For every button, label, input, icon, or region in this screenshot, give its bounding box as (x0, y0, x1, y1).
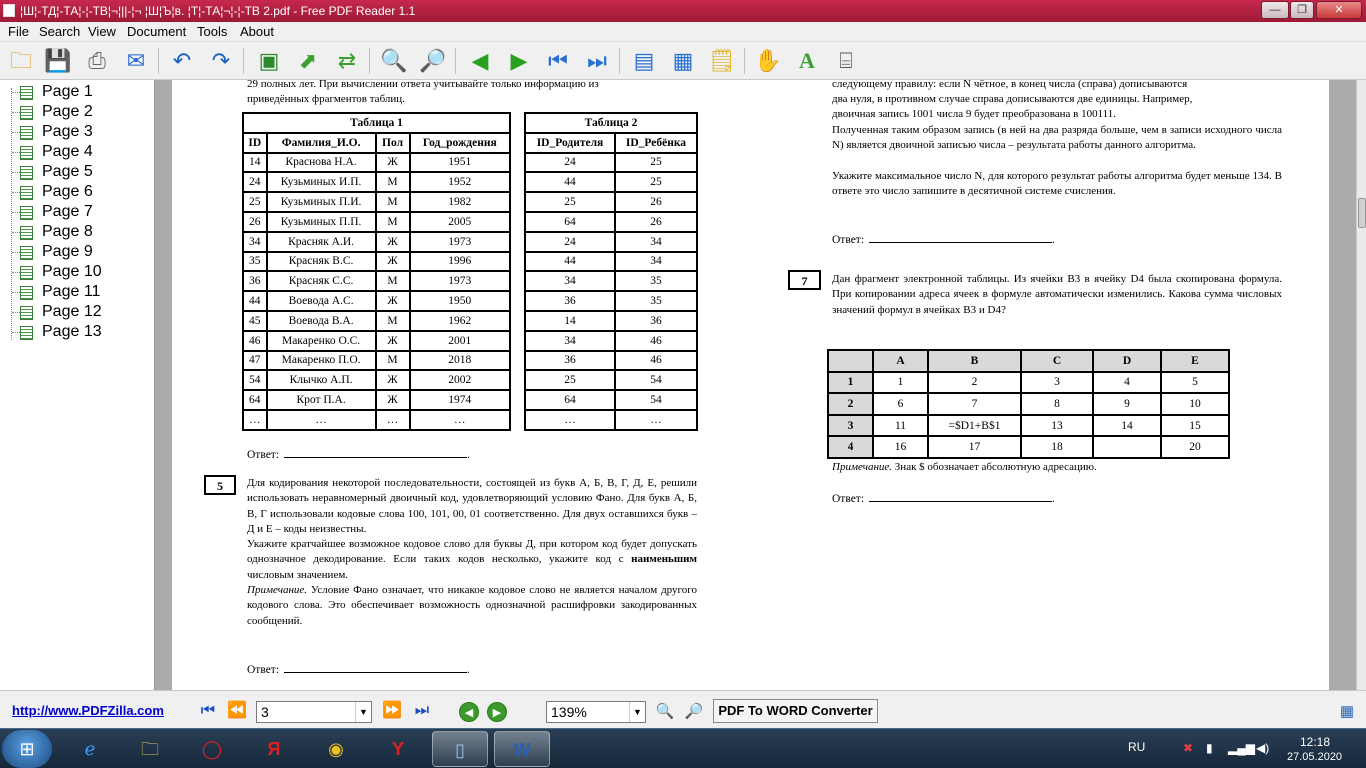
battery-icon[interactable]: ▮ (1206, 741, 1213, 755)
table-row (243, 410, 510, 430)
page-icon (20, 166, 33, 180)
table-cell: Кузьминых П.И. (267, 192, 376, 212)
refresh-icon[interactable]: ⇄ (337, 48, 357, 73)
table-row (525, 252, 697, 272)
title-bar (0, 0, 1366, 22)
table-cell: … (267, 410, 376, 430)
sheet-cell: 16 (873, 436, 928, 458)
page-icon (20, 246, 33, 260)
redo-icon[interactable]: ↷ (211, 48, 231, 73)
sidebar-item-label: Page 6 (42, 183, 93, 200)
table-row (525, 232, 697, 252)
sheet-row (828, 415, 1229, 437)
sheet-cell: 17 (928, 436, 1021, 458)
table-cell: Макаренко П.О. (267, 351, 376, 371)
table-cell: Ж (376, 390, 410, 410)
answer-field[interactable] (284, 448, 467, 458)
sidebar-item-label: Page 7 (42, 203, 93, 220)
page-icon (20, 126, 33, 140)
table-cell: 64 (525, 212, 615, 232)
table-row (243, 192, 510, 212)
table-row (525, 351, 697, 371)
table-cell: Ж (376, 153, 410, 173)
status-bar (0, 690, 1366, 728)
network-icon[interactable]: ✖ (1183, 741, 1194, 755)
sheet-row (828, 372, 1229, 394)
table-cell: 44 (525, 172, 615, 192)
table-cell: Красняк А.И. (267, 232, 376, 252)
table-row (525, 271, 697, 291)
table-cell: 36 (525, 351, 615, 371)
table-cell: 2001 (410, 331, 510, 351)
menu-about[interactable]: About (240, 24, 274, 39)
table-row (243, 252, 510, 272)
column-header: Фамилия_И.О. (267, 133, 376, 153)
table-cell: Воевода А.С. (267, 291, 376, 311)
table-cell: 54 (615, 390, 697, 410)
last-page-button[interactable]: ⏭ (414, 702, 430, 719)
task-5-note: Примечание. Условие Фано означает, что никакое кодовое слово не является началом другого кодового слова. Это обеспечивает возможность однозначной расшифровки закодированных сообщений. (247, 584, 697, 627)
table-cell: 34 (525, 331, 615, 351)
sidebar-item-page-10[interactable] (12, 262, 152, 282)
table-cell: 2018 (410, 351, 510, 371)
table-row (525, 172, 697, 192)
doc-right-line-3: двоичная запись 1001 числа 9 будет преобразована в 100111. (832, 108, 1117, 120)
forward-icon[interactable]: ▶ (487, 702, 507, 722)
table-cell: 44 (525, 252, 615, 272)
doc-right-paragraph-2: Полученная таким образом запись (в ней на два разряда больше, чем в записи исходного числа N) является двоичной записью числа – результата работы данного алгоритма. (832, 124, 1282, 152)
save-icon[interactable]: 💾 (44, 48, 72, 73)
table-cell: 25 (525, 370, 615, 390)
table-cell: Кузьминых И.П. (267, 172, 376, 192)
task-5-text (247, 476, 697, 629)
spreadsheet-fragment (827, 349, 1230, 459)
zoom-in-icon[interactable]: 🔎 (684, 703, 704, 720)
table-cell: 24 (525, 232, 615, 252)
table-cell: 36 (615, 311, 697, 331)
sheet-column-header (828, 350, 873, 372)
sidebar-item-page-5[interactable] (12, 162, 152, 182)
app-icon (3, 4, 15, 17)
sidebar-item-label: Page 13 (42, 323, 102, 340)
table-cell: 14 (525, 311, 615, 331)
table-row (525, 311, 697, 331)
explorer-icon[interactable]: 🗀 (141, 739, 159, 759)
pdfzilla-link[interactable]: http://www.PDFZilla.com (12, 703, 164, 718)
sidebar-item-page-11[interactable] (12, 282, 152, 302)
table-2-title: Таблица 2 (525, 113, 697, 133)
table-cell: Крот П.А. (267, 390, 376, 410)
sheet-row-header: 4 (828, 436, 873, 458)
table-1 (242, 112, 511, 431)
sheet-cell: 20 (1161, 436, 1229, 458)
table-cell: 1973 (410, 271, 510, 291)
sheet-row-header: 2 (828, 393, 873, 415)
zoom-out-icon[interactable]: 🔍 (380, 48, 408, 73)
email-icon[interactable]: ✉ (126, 48, 146, 73)
table-cell: 24 (525, 153, 615, 173)
table-row (243, 153, 510, 173)
page-icon (20, 306, 33, 320)
sidebar-item-page-1[interactable] (12, 82, 152, 102)
back-icon[interactable]: ◀ (459, 702, 479, 722)
table-cell: 54 (615, 370, 697, 390)
page-number-combo[interactable]: 3 ▼ (256, 701, 372, 723)
table-cell: 1951 (410, 153, 510, 173)
sheet-column-header: A (873, 350, 928, 372)
chevron-down-icon[interactable]: ▼ (629, 702, 645, 722)
sheet-cell: 3 (1021, 372, 1093, 394)
table-cell: 1973 (410, 232, 510, 252)
sheet-cell: 7 (928, 393, 1021, 415)
task-5-number: 5 (204, 475, 236, 495)
sidebar-item-page-12[interactable] (12, 302, 152, 322)
table-cell: М (376, 212, 410, 232)
table-row (243, 172, 510, 192)
answer-field[interactable] (284, 663, 467, 673)
table-cell: 34 (243, 232, 267, 252)
table-row (243, 291, 510, 311)
sheet-column-header: E (1161, 350, 1229, 372)
table-cell: М (376, 311, 410, 331)
column-header: Год_рождения (410, 133, 510, 153)
start-button[interactable]: ⊞ (2, 730, 52, 768)
vertical-scrollbar[interactable] (1356, 80, 1366, 690)
task-5-paragraph-2: Укажите кратчайшее возможное кодовое слово для буквы Д, при котором код будет допускать однозначное декодирование. Если таких кодов несколько, укажите код с наименьшим числовым значением. (247, 538, 697, 581)
page-thumbnails-sidebar (0, 80, 155, 690)
table-cell: Клычко А.П. (267, 370, 376, 390)
sidebar-item-page-6[interactable] (12, 182, 152, 202)
table-cell: 35 (615, 291, 697, 311)
sidebar-item-label: Page 1 (42, 83, 93, 100)
document-viewport[interactable] (156, 80, 1356, 690)
task-5-paragraph-1: Для кодирования некоторой последовательности, состоящей из букв А, Б, В, Г, Д, Е, решили использовать неравномерный двоичный код, удовлетворяющий условию Фано. Для букв А, Б, В, Г использовали кодовые слова 100, 101, 00, 01 соответственно. Для двух оставшихся букв – Д и Е – коды неизвестны. (247, 477, 697, 535)
sidebar-item-label: Page 9 (42, 243, 93, 260)
sidebar-item-page-3[interactable] (12, 122, 152, 142)
task-7-number: 7 (788, 270, 821, 290)
scrollbar-thumb[interactable] (1358, 198, 1366, 228)
sheet-cell: =$D1+B$1 (928, 415, 1021, 437)
doc-text-top-1: 29 полных лет. При вычислении ответа учитывайте только информацию из (247, 80, 599, 90)
table-cell: Кузьминых П.П. (267, 212, 376, 232)
column-header: ID (243, 133, 267, 153)
table-cell: М (376, 192, 410, 212)
back-icon[interactable]: ◀ (471, 48, 489, 73)
table-cell: … (243, 410, 267, 430)
zoom-in-icon[interactable]: 🔎 (419, 48, 447, 73)
table-cell: 1974 (410, 390, 510, 410)
task-7-note: Примечание. Знак $ обозначает абсолютную адресацию. (832, 461, 1097, 473)
table-cell: Ж (376, 232, 410, 252)
sidebar-item-label: Page 11 (42, 283, 101, 300)
pdf-reader-task-icon[interactable]: ▯ (432, 731, 488, 767)
menu-bar (0, 22, 1366, 42)
page-icon (20, 266, 33, 280)
undo-icon[interactable]: ↶ (172, 48, 192, 73)
menu-search[interactable]: Search (39, 24, 81, 39)
table-row (243, 351, 510, 371)
table-row (525, 153, 697, 173)
opera-icon[interactable]: ◯ (201, 739, 223, 759)
signal-icon[interactable]: ▂▄▆ (1228, 741, 1255, 755)
menu-tools[interactable]: Tools (197, 24, 228, 39)
table-row (243, 311, 510, 331)
sidebar-item-label: Page 12 (42, 303, 102, 320)
table-cell: 35 (243, 252, 267, 272)
table-cell: 1996 (410, 252, 510, 272)
clock-date[interactable]: 27.05.2020 (1287, 751, 1343, 763)
table-cell: 25 (615, 153, 697, 173)
table-row (525, 331, 697, 351)
page-icon (20, 206, 33, 220)
first-page-icon[interactable]: ⏮ (548, 48, 568, 73)
table-cell: … (376, 410, 410, 430)
first-page-button[interactable]: ⏮ (200, 702, 216, 719)
table-cell: М (376, 351, 410, 371)
table-cell: Ж (376, 291, 410, 311)
clock-time[interactable]: 12:18 (1300, 735, 1331, 749)
table-cell: Ж (376, 252, 410, 272)
sheet-column-header: C (1021, 350, 1093, 372)
table-cell: 34 (615, 252, 697, 272)
answer-field[interactable] (869, 233, 1052, 243)
answer-line-6: Ответ: . (832, 234, 1055, 246)
table-cell: Красняк В.С. (267, 252, 376, 272)
menu-document[interactable]: Document (127, 24, 187, 39)
column-header: ID_Ребёнка (615, 133, 697, 153)
word-icon[interactable]: W (494, 731, 550, 767)
rotate-icon[interactable]: ⬈ (298, 48, 318, 73)
table-cell: 34 (525, 271, 615, 291)
maximize-button[interactable]: ❐ (1290, 1, 1314, 19)
sidebar-item-label: Page 5 (42, 163, 93, 180)
table-row (525, 370, 697, 390)
chrome-icon[interactable]: ◉ (328, 739, 344, 759)
table-cell: 36 (525, 291, 615, 311)
table-cell: М (376, 271, 410, 291)
sheet-cell: 13 (1021, 415, 1093, 437)
table-cell: 64 (243, 390, 267, 410)
sheet-row-header: 1 (828, 372, 873, 394)
table-cell: 54 (243, 370, 267, 390)
table-cell: 26 (243, 212, 267, 232)
table-cell: 46 (243, 331, 267, 351)
table-cell: 1982 (410, 192, 510, 212)
pdf-page (172, 80, 1329, 690)
table-cell: 1950 (410, 291, 510, 311)
table-cell: … (525, 410, 615, 430)
sheet-cell: 18 (1021, 436, 1093, 458)
sheet-row (828, 393, 1229, 415)
answer-line-4: Ответ: . (247, 449, 470, 461)
answer-label: Ответ: (247, 449, 280, 461)
table-cell: 44 (243, 291, 267, 311)
sheet-row-header: 3 (828, 415, 873, 437)
chevron-down-icon[interactable]: ▼ (355, 702, 371, 722)
table-row (243, 331, 510, 351)
table-cell: 26 (615, 212, 697, 232)
sheet-cell: 8 (1021, 393, 1093, 415)
table-cell: Макаренко О.С. (267, 331, 376, 351)
sidebar-item-page-8[interactable] (12, 222, 152, 242)
doc-right-paragraph-3: Укажите максимальное число N, для которого результат работы алгоритма будет меньше 134. В ответе это число запишите в десятичной системе счисления. (832, 170, 1282, 198)
sheet-column-header: B (928, 350, 1021, 372)
text-select-icon[interactable]: A (799, 48, 815, 73)
table-cell: 1962 (410, 311, 510, 331)
sidebar-item-label: Page 4 (42, 143, 93, 160)
page-icon (20, 286, 33, 300)
page-icon (20, 186, 33, 200)
forward-icon[interactable]: ▶ (510, 48, 528, 73)
snapshot-icon[interactable]: ⌸ (839, 48, 853, 73)
window-title: ¦Ш¦-ТД¦-ТА¦-¦-ТВ¦¬¦||-¦¬ ¦Ш¦Ъ¦в. ¦Т¦-ТА¦¬¦-¦-ТВ 2.pdf - Free PDF Reader 1.1 (20, 4, 416, 18)
doc-right-line-1: следующему правилу: если N чётное, в конец числа (справа) дописываются (832, 80, 1188, 90)
table-cell: 47 (243, 351, 267, 371)
answer-line-7: Ответ: . (832, 493, 1055, 505)
sidebar-item-label: Page 8 (42, 223, 93, 240)
previous-page-button[interactable]: ⏪ (227, 702, 247, 719)
answer-field[interactable] (869, 492, 1052, 502)
table-cell: 64 (525, 390, 615, 410)
table-row (525, 410, 697, 430)
sheet-cell (1093, 436, 1161, 458)
sheet-cell: 14 (1093, 415, 1161, 437)
page-icon (20, 86, 33, 100)
table-cell: 36 (243, 271, 267, 291)
sheet-cell: 5 (1161, 372, 1229, 394)
table-row (243, 390, 510, 410)
zoom-out-icon[interactable]: 🔍 (655, 703, 675, 720)
sidebar-item-label: Page 10 (42, 263, 102, 280)
grid-icon[interactable]: ▦ (1339, 703, 1355, 720)
table-cell: 2005 (410, 212, 510, 232)
table-cell: Ж (376, 370, 410, 390)
table-row (243, 370, 510, 390)
sheet-cell: 1 (873, 372, 928, 394)
sheet-cell: 9 (1093, 393, 1161, 415)
table-cell: 35 (615, 271, 697, 291)
column-header: ID_Родителя (525, 133, 615, 153)
sheet-header-row (828, 350, 1229, 372)
page-icon (20, 146, 33, 160)
sheet-cell: 4 (1093, 372, 1161, 394)
page-icon (20, 226, 33, 240)
hand-icon[interactable]: ✋ (754, 48, 782, 73)
menu-file[interactable]: File (8, 24, 29, 39)
sheet-cell: 2 (928, 372, 1021, 394)
table-cell: Воевода В.А. (267, 311, 376, 331)
sheet-cell: 11 (873, 415, 928, 437)
multi-page-icon[interactable]: ▦ (672, 48, 694, 73)
yandex-browser-icon[interactable]: Я (267, 739, 281, 759)
table-cell: 14 (243, 153, 267, 173)
table-cell: … (410, 410, 510, 430)
sheet-cell: 6 (873, 393, 928, 415)
taskbar (0, 728, 1366, 768)
yandex-icon[interactable]: Y (391, 739, 404, 759)
table-row (525, 192, 697, 212)
single-page-icon[interactable]: ▤ (633, 48, 655, 73)
doc-text-top-2: приведённых фрагментов таблиц. (247, 93, 405, 105)
zoom-combo[interactable]: 139% ▼ (546, 701, 646, 723)
table-1-title: Таблица 1 (243, 113, 510, 133)
page-icon (20, 106, 33, 120)
table-cell: 24 (243, 172, 267, 192)
internet-explorer-icon[interactable]: ℯ (84, 739, 96, 759)
language-indicator[interactable]: RU (1128, 740, 1146, 754)
table-cell: 25 (525, 192, 615, 212)
task-7-text: Дан фрагмент электронной таблицы. Из ячейки B3 в ячейку D4 была скопирована формула. При копировании адреса ячеек в формуле автоматически изменились. Какова сумма числовых значений формул в ячейках B3 и D4? (832, 273, 1282, 316)
table-row (525, 291, 697, 311)
next-page-button[interactable]: ⏩ (382, 702, 402, 719)
sidebar-item-page-13[interactable] (12, 322, 152, 342)
sheet-column-header: D (1093, 350, 1161, 372)
last-page-icon[interactable]: ⏭ (587, 48, 607, 73)
toolbar (0, 42, 1366, 80)
table-cell: Ж (376, 331, 410, 351)
volume-icon[interactable]: ◀) (1256, 741, 1270, 755)
sidebar-item-page-9[interactable] (12, 242, 152, 262)
note-icon[interactable]: 🗒 (708, 48, 736, 73)
pdf-to-word-button[interactable]: PDF To WORD Converter (713, 699, 878, 723)
table-cell: 46 (615, 351, 697, 371)
table-cell: 26 (615, 192, 697, 212)
page-icon (20, 326, 33, 340)
sidebar-item-page-2[interactable] (12, 102, 152, 122)
table-cell: 25 (615, 172, 697, 192)
table-row (525, 212, 697, 232)
table-row (243, 271, 510, 291)
answer-line-5: Ответ: . (247, 664, 470, 676)
sidebar-item-label: Page 2 (42, 103, 93, 120)
sheet-cell: 10 (1161, 393, 1229, 415)
sheet-row (828, 436, 1229, 458)
open-folder-icon[interactable]: 🗀 (9, 48, 32, 73)
sidebar-item-page-7[interactable] (12, 202, 152, 222)
sheet-cell: 15 (1161, 415, 1229, 437)
print-icon[interactable]: ⎙ (88, 48, 106, 73)
table-cell: 45 (243, 311, 267, 331)
table-cell: Краснова Н.А. (267, 153, 376, 173)
column-header: Пол (376, 133, 410, 153)
table-cell: М (376, 172, 410, 192)
table-cell: Красняк С.С. (267, 271, 376, 291)
table-cell: … (615, 410, 697, 430)
close-button[interactable]: ✕ (1316, 1, 1362, 19)
doc-right-line-2: два нуля, в противном случае справа дописываются две единицы. Например, (832, 93, 1193, 105)
menu-view[interactable]: View (88, 24, 116, 39)
table-cell: 25 (243, 192, 267, 212)
minimize-button[interactable]: — (1261, 1, 1289, 19)
table-row (243, 232, 510, 252)
table-cell: 1952 (410, 172, 510, 192)
image-icon[interactable]: ▣ (258, 48, 280, 73)
table-cell: 2002 (410, 370, 510, 390)
table-cell: 46 (615, 331, 697, 351)
sidebar-item-label: Page 3 (42, 123, 93, 140)
table-row (525, 390, 697, 410)
table-2 (524, 112, 698, 431)
table-row (243, 212, 510, 232)
table-cell: 34 (615, 232, 697, 252)
sidebar-item-page-4[interactable] (12, 142, 152, 162)
